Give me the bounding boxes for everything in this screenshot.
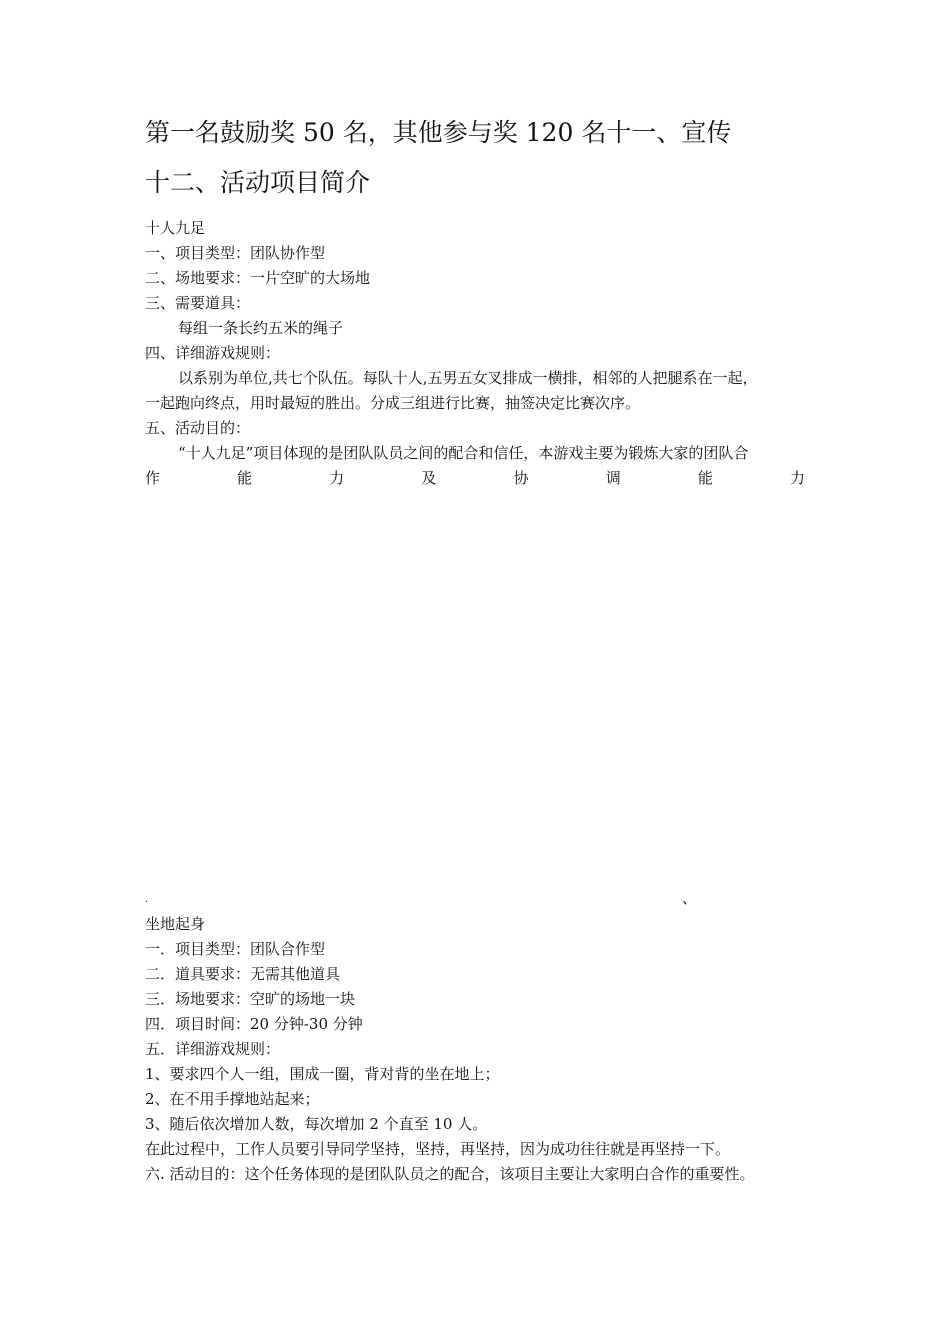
section1-line: 一起跑向终点，用时最短的胜出。分成三组进行比赛，抽签决定比赛次序。: [145, 394, 641, 412]
section1-line: 五、活动目的：: [145, 419, 251, 437]
section2-line: 四．项目时间：20 分钟-30 分钟: [145, 1015, 363, 1033]
stray-dot-mark: .: [145, 894, 149, 905]
section2-line: 三．场地要求：空旷的场地一块: [145, 990, 356, 1008]
section1-line: 一、项目类型：团队协作型: [145, 244, 326, 262]
section1-line: 四、详细游戏规则：: [145, 344, 281, 362]
section1-title: 十人九足: [145, 219, 206, 237]
justified-char: 及: [421, 469, 437, 487]
justified-char: 力: [329, 469, 345, 487]
section1-line: “十人九足”项目体现的是团队队员之间的配合和信任，本游戏主要为锻炼大家的团队合: [178, 444, 749, 462]
section1-line: 以系别为单位,共七个队伍。每队十人,五男五女叉排成一横排，相邻的人把腿系在一起，: [178, 369, 758, 387]
heading-activity-intro: 十二、活动项目简介: [145, 168, 371, 197]
justified-char: 能: [237, 469, 253, 487]
section2-line: 1、要求四个人一组，围成一圈，背对背的坐在地上；: [145, 1065, 500, 1083]
section2-line: 2、在不用手撑地站起来；: [145, 1090, 320, 1108]
section2-title: 坐地起身: [145, 915, 206, 933]
heading-awards-promotion: 第一名鼓励奖 50 名，其他参与奖 120 名十一、宣传: [145, 118, 732, 147]
justified-char: 力: [789, 469, 805, 487]
section1-line: 三、需要道具：: [145, 294, 251, 312]
section1-line: 每组一条长约五米的绳子: [178, 319, 344, 337]
section2-line: 六. 活动目的：这个任务体现的是团队队员之的配合，该项目主要让大家明白合作的重要性。: [145, 1165, 755, 1183]
stray-comma-mark: 、: [682, 889, 698, 907]
justified-char: 调: [605, 469, 621, 487]
section1-justified-line: [145, 468, 805, 488]
section2-line: 一．项目类型：团队合作型: [145, 940, 326, 958]
section2-line: 在此过程中，工作人员要引导同学坚持，坚持，再坚持，因为成功往往就是再坚持一下。: [145, 1140, 731, 1158]
justified-char: 作: [145, 469, 161, 487]
justified-char: 协: [513, 469, 529, 487]
section1-line: 二、场地要求：一片空旷的大场地: [145, 269, 371, 287]
section2-line: 3、随后依次增加人数，每次增加 2 个直至 10 人。: [145, 1115, 488, 1133]
section2-line: 五．详细游戏规则：: [145, 1040, 281, 1058]
justified-char: 能: [697, 469, 713, 487]
section2-line: 二．道具要求：无需其他道具: [145, 965, 341, 983]
